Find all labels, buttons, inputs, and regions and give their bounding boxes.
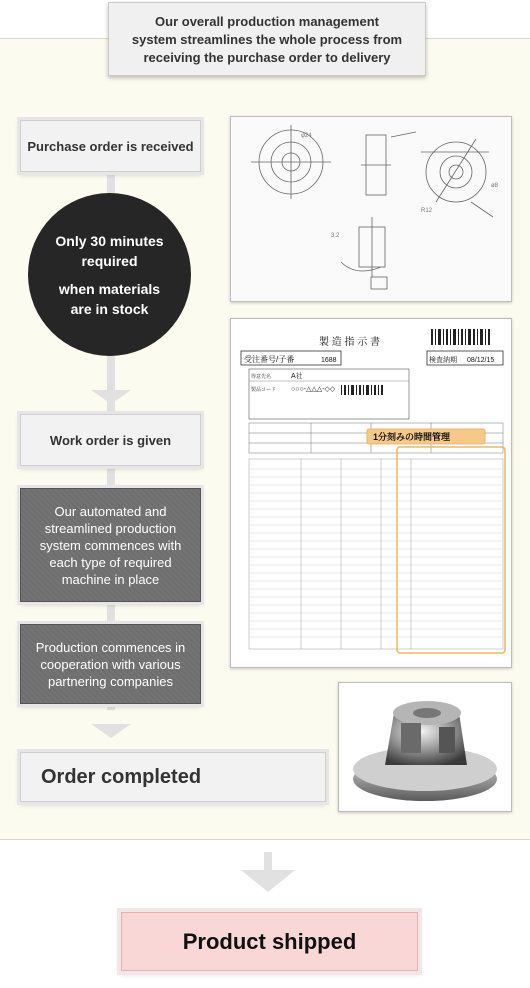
intro-line-3: receiving the purchase order to delivery bbox=[143, 50, 391, 65]
svg-text:R12: R12 bbox=[421, 208, 433, 214]
partners-line-2: cooperation with various bbox=[40, 656, 181, 672]
svg-text:φ24: φ24 bbox=[301, 133, 312, 139]
automated-line-1: Our automated and bbox=[54, 503, 167, 519]
lead-time-line-4: are in stock bbox=[70, 300, 149, 317]
technical-drawing-image bbox=[230, 116, 512, 302]
connector-line-final bbox=[264, 852, 272, 872]
partners-line-3: partnering companies bbox=[47, 673, 173, 689]
step-purchase-order bbox=[20, 120, 201, 172]
lead-time-badge bbox=[28, 193, 191, 356]
partners-line-1: Production commences in bbox=[35, 639, 186, 655]
lead-time-line-2: required bbox=[81, 252, 138, 269]
step-work-order-label: Work order is given bbox=[49, 432, 172, 448]
step-order-completed bbox=[20, 752, 326, 802]
doc-order-value: 1688 bbox=[321, 357, 337, 364]
intro-line-2: system streamlines the whole process from bbox=[131, 32, 403, 47]
automated-line-5: machine in place bbox=[61, 571, 160, 587]
doc-title: 製 造 指 示 書 bbox=[319, 337, 381, 348]
arrow-down-icon bbox=[241, 870, 295, 892]
finished-part-image bbox=[338, 682, 512, 812]
doc-customer-value: A社 bbox=[291, 373, 303, 380]
doc-customer-label: 得意先名 bbox=[251, 374, 272, 380]
step-automated-production bbox=[20, 488, 201, 602]
work-order-document-image bbox=[230, 318, 512, 668]
svg-text:ø8: ø8 bbox=[491, 183, 499, 189]
order-completed-label: Order completed bbox=[41, 765, 202, 788]
doc-inspection-date: 08/12/15 bbox=[467, 357, 495, 364]
step-work-order bbox=[20, 414, 201, 466]
doc-order-label: 受注番号/子番 bbox=[244, 355, 295, 364]
arrow-down-icon bbox=[91, 724, 131, 738]
svg-text:3.2: 3.2 bbox=[331, 233, 340, 239]
doc-product-code-value: ○○○-△△△-◇◇ bbox=[291, 386, 336, 393]
step-partner-production bbox=[20, 624, 201, 704]
doc-inspection-label: 検査納期 bbox=[429, 357, 457, 364]
doc-callout: 1分刻みの時間管理 bbox=[373, 432, 451, 442]
automated-line-3: system commences with bbox=[39, 537, 182, 553]
automated-line-4: each type of required bbox=[49, 554, 172, 570]
step-product-shipped bbox=[121, 912, 418, 971]
lead-time-line-3: when materials bbox=[58, 280, 161, 297]
doc-product-code-label: 製品コード bbox=[251, 387, 277, 393]
step-purchase-order-label: Purchase order is received bbox=[27, 138, 194, 154]
intro-box bbox=[108, 2, 426, 76]
automated-line-2: streamlined production bbox=[44, 520, 177, 536]
arrow-down-icon bbox=[91, 390, 131, 404]
intro-line-1: Our overall production management bbox=[155, 14, 379, 29]
product-shipped-label: Product shipped bbox=[182, 928, 357, 954]
lead-time-line-1: Only 30 minutes bbox=[55, 232, 164, 249]
